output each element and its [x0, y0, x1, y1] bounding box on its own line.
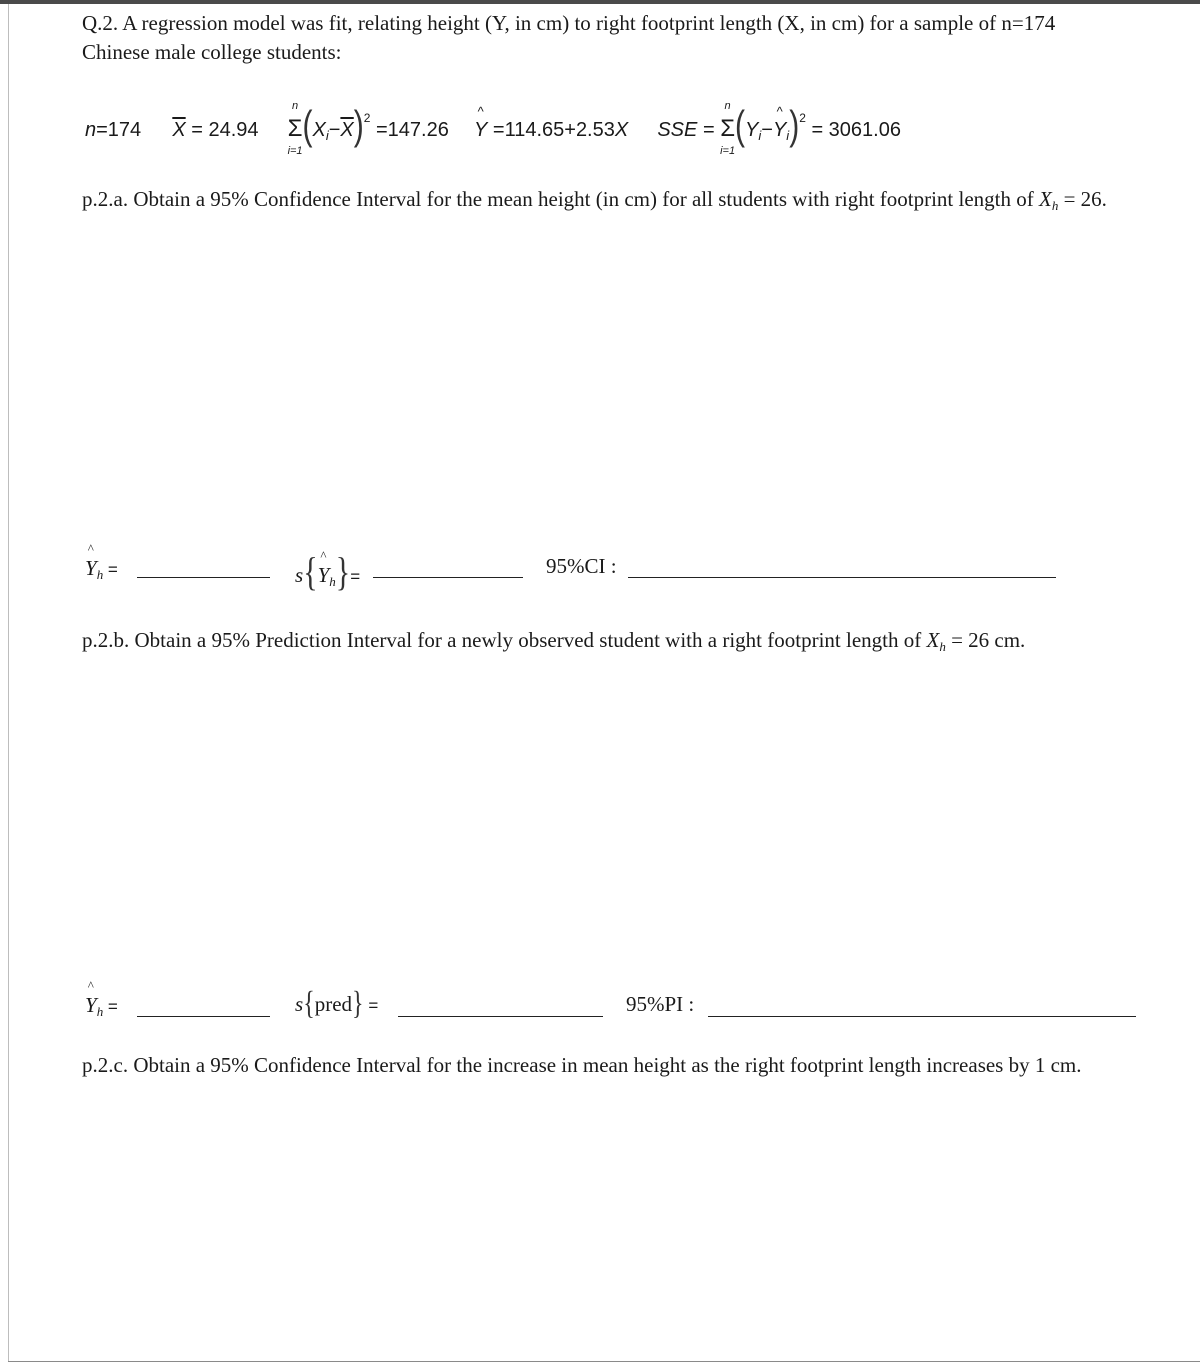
right-paren: )	[353, 104, 364, 149]
part-a-ci-answer-line[interactable]	[628, 577, 1056, 578]
sxx-minus: −	[328, 119, 341, 141]
part-b-pi-label: 95%PI :	[626, 992, 695, 1016]
n-symbol: n	[85, 119, 97, 141]
yhat-equation: =114.65+2.53	[492, 119, 615, 141]
sxx-sub: i	[325, 128, 329, 143]
sxx-value: =147.26	[376, 119, 449, 141]
sse-equals: =	[702, 119, 715, 141]
part-a-yh-answer-line[interactable]	[137, 577, 270, 578]
bottom-border	[8, 1361, 1200, 1362]
sse-right-paren: )	[789, 104, 800, 149]
part-b-spred-answer-line[interactable]	[398, 1016, 603, 1017]
question-line-1: Q.2. A regression model was fit, relating height (Y, in cm) to right footprint length (X, in cm) for a sample of n=174	[82, 11, 1056, 35]
sum-lower-limit: i=1	[287, 145, 303, 157]
part-b-prompt: p.2.b. Obtain a 95% Prediction Interval for a newly observed student with a right footprint length of $X_h = 26$ cm.	[82, 628, 1026, 654]
sse-left-paren: (	[735, 104, 746, 149]
hat-mark: ^	[477, 104, 484, 119]
part-b-yh-label: ^ $Y_h$ =	[85, 978, 118, 1019]
sum-sign: Σ n i=1	[287, 100, 303, 157]
part-a-se-answer-line[interactable]	[373, 577, 523, 578]
sse-sum-sign: Σ n i=1	[720, 100, 736, 157]
yhat-x: X	[614, 119, 629, 141]
sse-yhat-sub: i	[786, 128, 790, 143]
sse-value: = 3061.06	[811, 119, 901, 141]
n-value: =174	[96, 119, 142, 141]
part-a-yh-label: ^ $Y_h$ =	[85, 541, 118, 582]
sxx-x: X	[312, 119, 326, 141]
xh-symbol: X	[1039, 187, 1052, 211]
part-a-se-label: s{ ^ $Y_h\}=$	[295, 548, 361, 595]
part-b-yh-answer-line[interactable]	[137, 1016, 270, 1017]
left-border	[8, 4, 9, 1362]
sxx-xbar: $\overline{X}$	[340, 119, 354, 141]
sse-yhat: ^ Y	[772, 104, 787, 141]
part-b-spred-label: s{pred} =	[295, 986, 379, 1022]
part-a-prompt: p.2.a. Obtain a 95% Confidence Interval for the mean height (in cm) for all students with right footprint length of $X_h = 26$.	[82, 187, 1107, 213]
top-border	[0, 0, 1200, 4]
xbar-value: = 24.94	[191, 119, 259, 141]
sxx-exponent: 2	[363, 111, 371, 125]
part-b-pi-answer-line[interactable]	[708, 1016, 1136, 1017]
summary-formula	[85, 100, 901, 157]
sum-upper-limit: n	[292, 100, 299, 112]
sse-y: Y	[745, 119, 759, 141]
part-a-ci-label: 95%CI :	[546, 554, 617, 578]
sse-y-sub: i	[758, 128, 762, 143]
question-line-2: Chinese male college students:	[82, 40, 342, 64]
sse-symbol: SSE	[657, 119, 698, 141]
sse-exponent: 2	[799, 111, 806, 125]
part-c-prompt: p.2.c. Obtain a 95% Confidence Interval for the increase in mean height as the right footprint length increases by 1 cm.	[82, 1053, 1082, 1077]
sse-minus: −	[761, 119, 773, 141]
xbar-symbol: $\overline{X}$	[172, 119, 186, 141]
left-paren: (	[302, 104, 313, 149]
yhat-symbol: ^ Y	[473, 104, 488, 141]
